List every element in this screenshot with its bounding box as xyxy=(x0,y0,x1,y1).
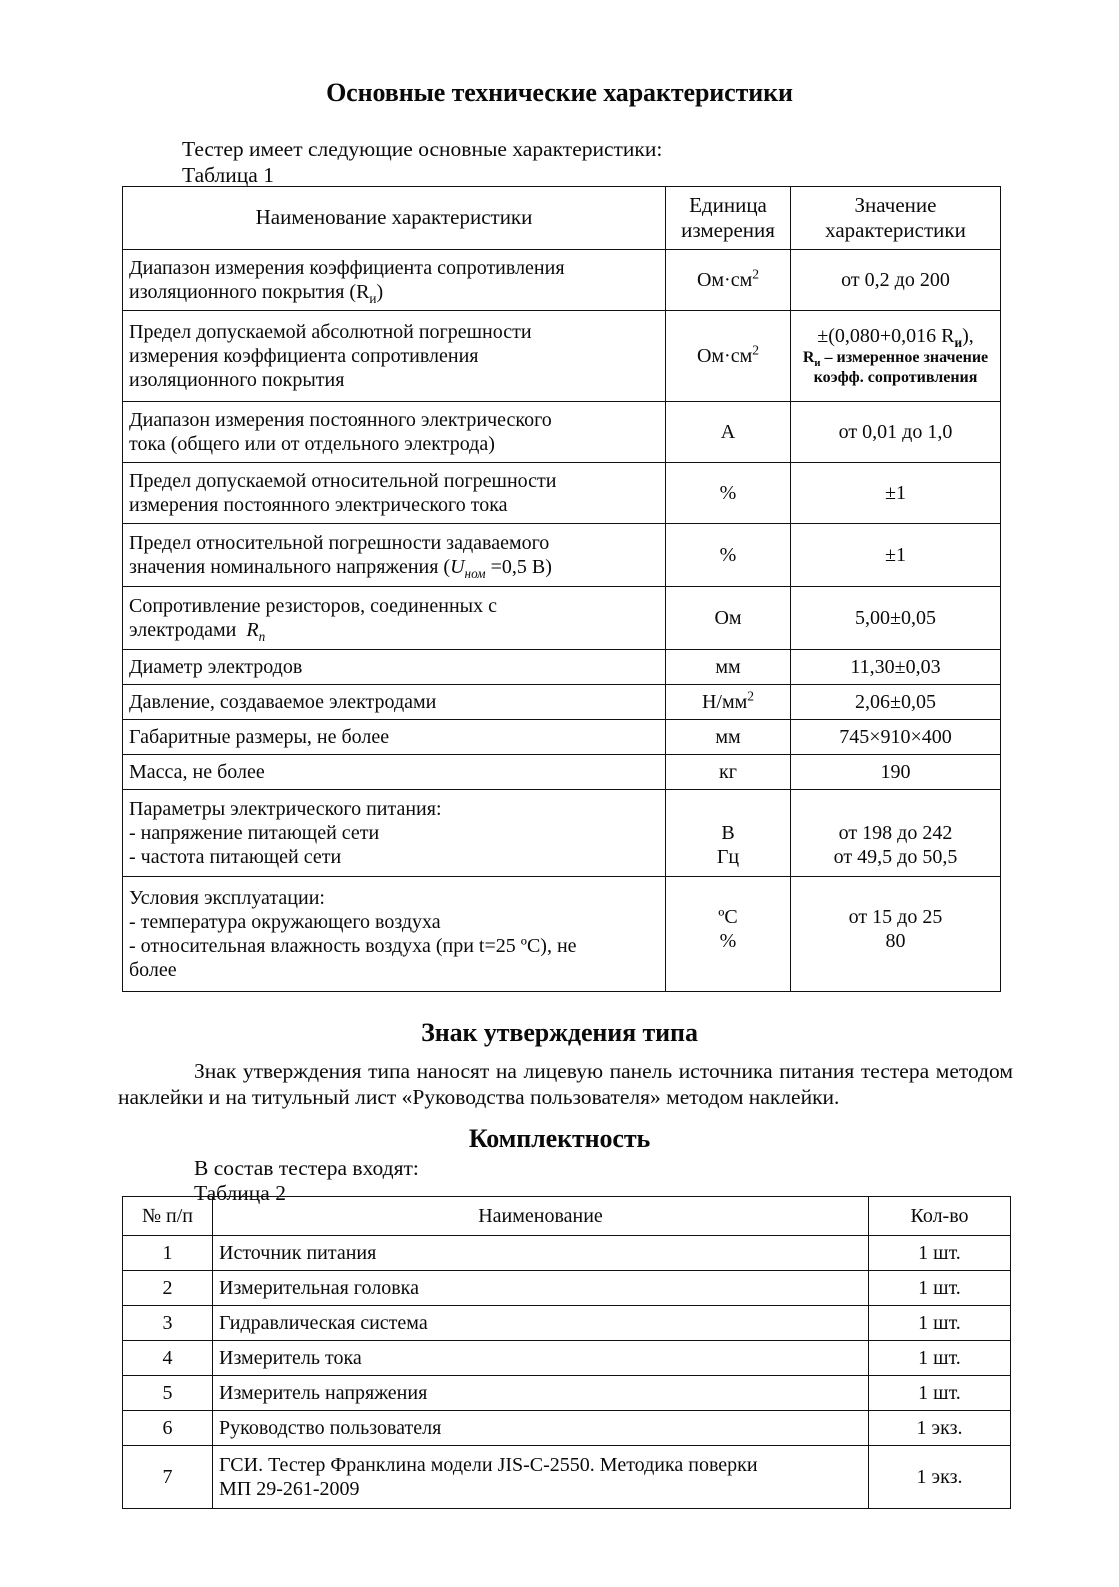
section-title-type-approval-wrap xyxy=(0,1018,1119,1048)
table-row xyxy=(123,1376,1011,1411)
table1-row2-value-line2: $R_и$ – измеренное значение xyxy=(802,349,989,370)
table1-row2-unit: $Ом\cdot см^2$ xyxy=(666,311,791,402)
table-row xyxy=(123,524,1001,587)
table2-row4-name: Измеритель тока xyxy=(213,1341,869,1376)
table1-row7-unit: мм xyxy=(666,650,791,685)
table1-row5-name-line1: Предел относительной погрешности задаваемого xyxy=(129,532,550,554)
table-row xyxy=(123,877,1001,992)
table1-row4-value: ±1 xyxy=(791,463,1001,524)
table2-row4-num: 4 xyxy=(123,1341,213,1376)
table-row xyxy=(123,650,1001,685)
table1-row12-unit xyxy=(666,877,791,992)
table1-row11-unit-line2: В xyxy=(721,822,735,844)
table1-row12-unit-line3: % xyxy=(719,930,737,952)
table-row xyxy=(123,311,1001,402)
table1-row6-value: 5,00±0,05 xyxy=(791,587,1001,650)
table2-row2-num: 2 xyxy=(123,1271,213,1306)
table1-row6-unit: Ом xyxy=(666,587,791,650)
table1-row2-value-line1: ±(0,080+0,016 $R_и$), xyxy=(817,325,974,350)
intro-line-1: Тестер имеет следующие основные характеристики: xyxy=(182,137,663,161)
table2-row2-qty: 1 шт. xyxy=(869,1271,1011,1306)
section-title-completeness-wrap xyxy=(0,1124,1119,1154)
table1-header-unit-line1: Единица xyxy=(689,192,767,217)
table1-row4-name-line1: Предел допускаемой относительной погрешности xyxy=(129,470,557,492)
table1-row1-name-line2: изоляционного покрытия $(R_и)$ xyxy=(129,281,384,306)
table1-header-value xyxy=(791,187,1001,250)
table1-row2-name-line3: изоляционного покрытия xyxy=(129,369,345,391)
table1-row11-name xyxy=(123,790,666,877)
section-title-technical-characteristics-wrap xyxy=(0,78,1119,108)
table2-row5-name: Измеритель напряжения xyxy=(213,1376,869,1411)
table1-header-value-line1: Значение xyxy=(854,192,937,217)
table2-header-row xyxy=(123,1197,1011,1236)
table2-row7-name xyxy=(213,1446,869,1509)
table1-row3-name-line1: Диапазон измерения постоянного электрического xyxy=(129,409,552,431)
table1-row3-name-line2: тока (общего или от отдельного электрода) xyxy=(129,433,495,455)
table2-row1-qty: 1 шт. xyxy=(869,1236,1011,1271)
table1-header-row xyxy=(123,187,1001,250)
table-row xyxy=(123,463,1001,524)
table1-header-unit xyxy=(666,187,791,250)
table1-row1-unit: $Ом\cdot см^2$ xyxy=(666,250,791,311)
table1-row10-name: Масса, не более xyxy=(123,755,666,790)
table2-row7-name-line1: ГСИ. Тестер Франклина модели JIS-C-2550. Методика поверки xyxy=(219,1454,758,1476)
table2-wrapper xyxy=(122,1196,1010,1509)
table1-row4-name-line2: измерения постоянного электрического тока xyxy=(129,494,508,516)
table1-row4-name xyxy=(123,463,666,524)
table1-row5-name xyxy=(123,524,666,587)
table2-row4-qty: 1 шт. xyxy=(869,1341,1011,1376)
table-row xyxy=(123,587,1001,650)
table1-row1-value: от 0,2 до 200 xyxy=(791,250,1001,311)
table2-row7-qty: 1 экз. xyxy=(869,1446,1011,1509)
table2-row7-num: 7 xyxy=(123,1446,213,1509)
table2-header-qty: Кол-во xyxy=(869,1197,1011,1236)
table-row xyxy=(123,1306,1011,1341)
table1-row12-name-line3: - относительная влажность воздуха (при t=25 ºС), не xyxy=(129,935,577,957)
table1-row2-name-line2: измерения коэффициента сопротивления xyxy=(129,345,479,367)
table2-row5-num: 5 xyxy=(123,1376,213,1411)
table-row xyxy=(123,720,1001,755)
section-title-completeness: Комплектность xyxy=(468,1124,651,1153)
table-row xyxy=(123,685,1001,720)
table2-row6-qty: 1 экз. xyxy=(869,1411,1011,1446)
section-title-type-approval: Знак утверждения типа xyxy=(421,1018,698,1047)
table1-row10-value: 190 xyxy=(791,755,1001,790)
table-row xyxy=(123,402,1001,463)
table1-row11-value-line3: от 49,5 до 50,5 xyxy=(833,846,958,868)
table1-row9-unit: мм xyxy=(666,720,791,755)
table1-row11-unit-line3: Гц xyxy=(716,846,740,868)
table-row xyxy=(123,1341,1011,1376)
table1-row8-name: Давление, создаваемое электродами xyxy=(123,685,666,720)
table1-header-unit-line2: измерения xyxy=(681,218,775,242)
table2-header-num: № п/п xyxy=(123,1197,213,1236)
table1-row3-value: от 0,01 до 1,0 xyxy=(791,402,1001,463)
table-row xyxy=(123,250,1001,311)
table-completeness xyxy=(122,1196,1011,1509)
type-approval-paragraph: Знак утверждения типа наносят на лицевую панель источника питания тестера методом наклейки и на титульный лист «Руководства пользователя» методом наклейки. xyxy=(118,1059,1013,1110)
section-title-technical-characteristics: Основные технические характеристики xyxy=(326,78,793,107)
table1-row3-name xyxy=(123,402,666,463)
table1-row6-name-line2: электродами $R_п$ xyxy=(129,619,266,644)
table2-row6-num: 6 xyxy=(123,1411,213,1446)
table1-row5-value: ±1 xyxy=(791,524,1001,587)
table1-header-name: Наименование характеристики xyxy=(123,187,666,250)
table1-caption: Таблица 1 xyxy=(182,163,274,187)
table1-row2-name-line1: Предел допускаемой абсолютной погрешности xyxy=(129,321,532,343)
table2-row3-num: 3 xyxy=(123,1306,213,1341)
table2-row1-name: Источник питания xyxy=(213,1236,869,1271)
table1-row2-value xyxy=(791,311,1001,402)
table1-row11-value xyxy=(791,790,1001,877)
completeness-line-1: В состав тестера входят: xyxy=(194,1156,419,1180)
table1-row6-name-line1: Сопротивление резисторов, соединенных с xyxy=(129,595,497,617)
table1-header-value-line2: характеристики xyxy=(825,218,966,242)
table1-wrapper xyxy=(122,186,1000,992)
table1-row1-name-line1: Диапазон измерения коэффициента сопротивления xyxy=(129,257,565,279)
table-technical-characteristics xyxy=(122,186,1001,992)
table-row xyxy=(123,755,1001,790)
table2-row3-qty: 1 шт. xyxy=(869,1306,1011,1341)
table1-row8-value: 2,06±0,05 xyxy=(791,685,1001,720)
table1-row5-unit: % xyxy=(666,524,791,587)
table1-row9-name: Габаритные размеры, не более xyxy=(123,720,666,755)
table1-row12-value-line3: 80 xyxy=(885,930,906,952)
table-row xyxy=(123,1271,1011,1306)
table1-row2-name xyxy=(123,311,666,402)
table2-row7-name-line2: МП 29-261-2009 xyxy=(219,1478,360,1500)
table-row xyxy=(123,790,1001,877)
table1-row7-name: Диаметр электродов xyxy=(123,650,666,685)
table1-row11-name-line2: - напряжение питающей сети xyxy=(129,822,380,844)
table1-row11-value-line2: от 198 до 242 xyxy=(838,822,953,844)
table-row xyxy=(123,1236,1011,1271)
table-row xyxy=(123,1411,1011,1446)
table1-row12-name-line1: Условия эксплуатации: xyxy=(129,887,325,909)
table1-row5-name-line2: значения номинального напряжения ($U_{ном} =0,5$ В) xyxy=(129,556,552,581)
table2-row6-name: Руководство пользователя xyxy=(213,1411,869,1446)
table1-row3-unit: А xyxy=(666,402,791,463)
table1-row9-value: 745×910×400 xyxy=(791,720,1001,755)
table2-row1-num: 1 xyxy=(123,1236,213,1271)
table1-row11-name-line1: Параметры электрического питания: xyxy=(129,798,442,820)
table1-row12-name-line4: более xyxy=(129,959,177,981)
table1-row12-name xyxy=(123,877,666,992)
table2-caption: Таблица 2 xyxy=(194,1181,286,1205)
table1-row2-value-line3: коэфф. сопротивления xyxy=(813,369,978,386)
table1-row11-name-line3: - частота питающей сети xyxy=(129,846,342,868)
table2-header-name: Наименование xyxy=(213,1197,869,1236)
table1-row12-value xyxy=(791,877,1001,992)
table1-row8-unit: $Н/мм^2$ xyxy=(666,685,791,720)
table2-row3-name: Гидравлическая система xyxy=(213,1306,869,1341)
table1-row12-name-line2: - температура окружающего воздуха xyxy=(129,911,441,933)
table1-row10-unit: кг xyxy=(666,755,791,790)
table1-row6-name xyxy=(123,587,666,650)
table1-row7-value: 11,30±0,03 xyxy=(791,650,1001,685)
table1-row4-unit: % xyxy=(666,463,791,524)
table2-row2-name: Измерительная головка xyxy=(213,1271,869,1306)
table-row xyxy=(123,1446,1011,1509)
table1-row12-unit-line2: ºС xyxy=(718,906,738,928)
table2-row5-qty: 1 шт. xyxy=(869,1376,1011,1411)
table1-row12-value-line2: от 15 до 25 xyxy=(848,906,943,928)
table1-row11-unit xyxy=(666,790,791,877)
table1-row1-name xyxy=(123,250,666,311)
